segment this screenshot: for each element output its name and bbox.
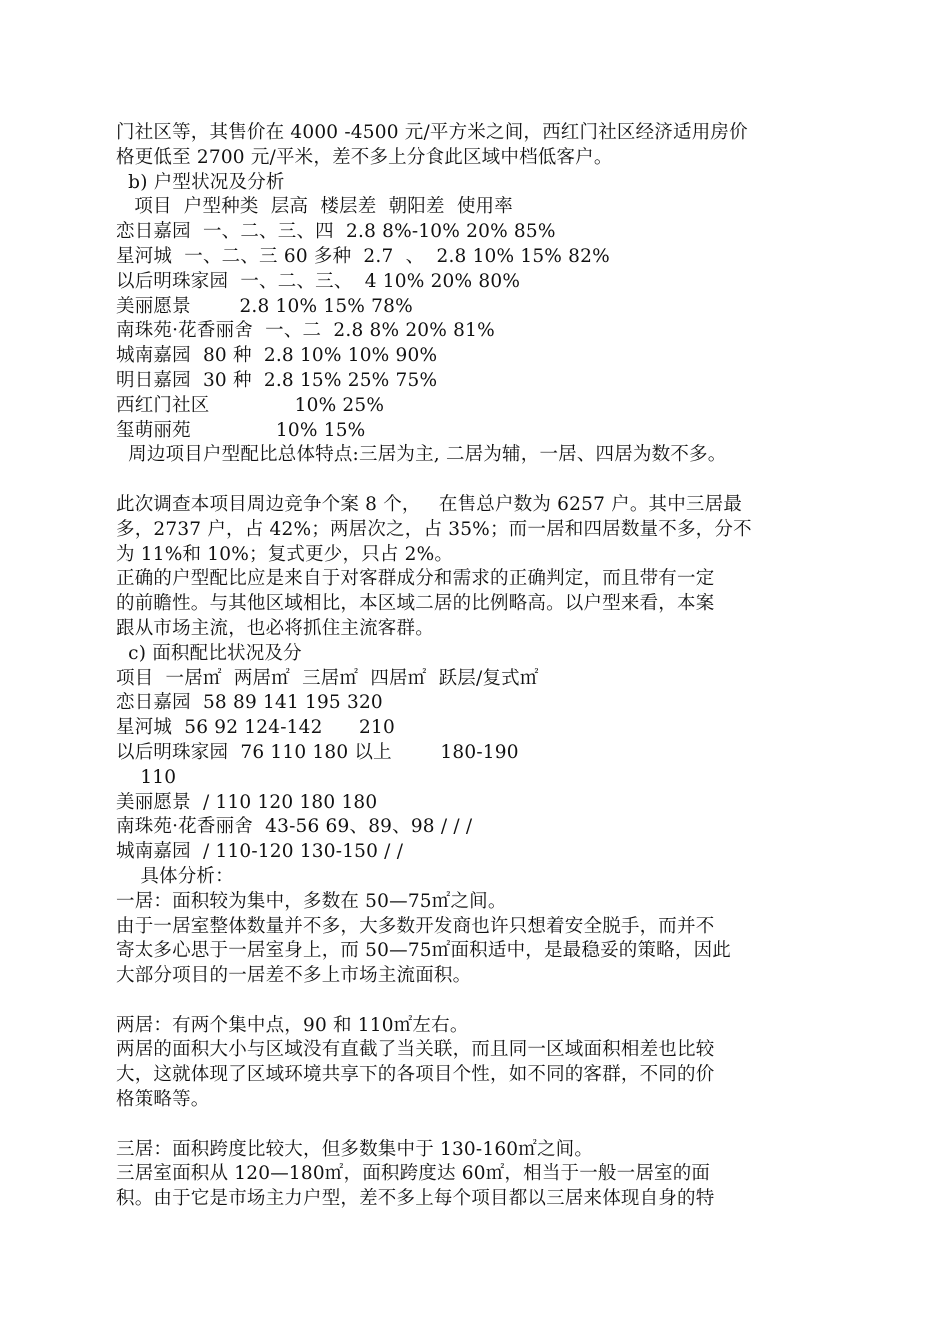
- text-line: 美丽愿景 / 110 120 180 180: [116, 791, 378, 813]
- text-line: 玺萌丽苑 10% 15%: [116, 419, 366, 441]
- text-line: 项目 一居㎡ 两居㎡ 三居㎡ 四居㎡ 跃层/复式㎡: [116, 667, 539, 689]
- text-line: 恋日嘉园 58 89 141 195 320: [116, 692, 383, 714]
- text-line: 跟从市场主流，也必将抓住主流客群。: [116, 617, 434, 639]
- text-line: 周边项目户型配比总体特点:三居为主, 二居为辅，一居、四居为数不多。: [116, 444, 727, 466]
- text-line: 门社区等，其售价在 4000 -4500 元/平方米之间，西红门社区经济适用房价: [116, 122, 748, 143]
- text-line: 具体分析：: [116, 865, 234, 887]
- text-line: 一居：面积较为集中，多数在 50—75㎡之间。: [116, 890, 507, 912]
- text-line: 由于一居室整体数量并不多，大多数开发商也许只想着安全脱手，而并不: [116, 915, 715, 937]
- text-line: 两居：有两个集中点，90 和 110㎡左右。: [116, 1014, 469, 1036]
- text-line: 格更低至 2700 元/平米，差不多上分食此区域中档低客户。: [116, 146, 613, 168]
- text-line: 三居：面积跨度比较大，但多数集中于 130-160㎡之间。: [116, 1138, 594, 1160]
- text-line: 城南嘉园 / 110-120 130-150 / /: [116, 841, 404, 863]
- text-line: 寄太多心思于一居室身上，而 50—75㎡面积适中，是最稳妥的策略，因此: [116, 940, 731, 962]
- text-line: 三居室面积从 120—180㎡，面积跨度达 60㎡，相当于一般一居室的面: [116, 1163, 711, 1185]
- text-line: 以后明珠家园 76 110 180 以上 180-190: [116, 741, 519, 763]
- text-line: 星河城 一、二、三 60 多种 2.7 、 2.8 10% 15% 82%: [116, 245, 610, 267]
- text-line: 南珠苑·花香丽舍 43-56 69、89、98 / / /: [116, 816, 473, 838]
- text-line: c) 面积配比状况及分: [116, 642, 302, 664]
- text-line: 城南嘉园 80 种 2.8 10% 10% 90%: [116, 345, 438, 367]
- text-line: 恋日嘉园 一、二、三、四 2.8 8%-10% 20% 85%: [116, 221, 556, 243]
- blank-line: [116, 989, 832, 1014]
- text-line: 大，这就体现了区域环境共享下的各项目个性，如不同的客群，不同的价: [116, 1064, 715, 1086]
- blank-line: [116, 468, 832, 493]
- text-line: 积。由于它是市场主力户型，差不多上每个项目都以三居来体现自身的特: [116, 1188, 715, 1210]
- text-line: 大部分项目的一居差不多上市场主流面积。: [116, 965, 472, 987]
- text-line: 以后明珠家园 一、二、三、 4 10% 20% 80%: [116, 270, 521, 292]
- text-line: 项目 户型种类 层高 楼层差 朝阳差 使用率: [116, 196, 513, 218]
- text-line: 为 11%和 10%；复式更少，只占 2%。: [116, 543, 454, 565]
- text-line: b) 户型状况及分析: [116, 171, 285, 193]
- text-line: 正确的户型配比应是来自于对客群成分和需求的正确判定，而且带有一定: [116, 568, 715, 590]
- text-line: 明日嘉园 30 种 2.8 15% 25% 75%: [116, 369, 438, 391]
- text-line: 两居的面积大小与区域没有直截了当关联，而且同一区域面积相差也比较: [116, 1039, 715, 1061]
- blank-line: [116, 1113, 832, 1138]
- text-line: 多，2737 户，占 42%；两居次之，占 35%；而一居和四居数量不多，分不: [116, 518, 752, 540]
- document-body: [116, 121, 832, 1212]
- text-line: 西红门社区 10% 25%: [116, 394, 385, 416]
- text-line: 美丽愿景 2.8 10% 15% 78%: [116, 295, 413, 317]
- text-line: 此次调查本项目周边竞争个案 8 个， 在售总户数为 6257 户。其中三居最: [116, 493, 743, 515]
- text-line: 格策略等。: [116, 1089, 210, 1111]
- text-line: 南珠苑·花香丽舍 一、二 2.8 8% 20% 81%: [116, 320, 495, 342]
- text-line: 110: [116, 766, 177, 788]
- text-line: 的前瞻性。与其他区域相比，本区域二居的比例略高。以户型来看，本案: [116, 593, 715, 615]
- text-line: 星河城 56 92 124-142 210: [116, 717, 395, 739]
